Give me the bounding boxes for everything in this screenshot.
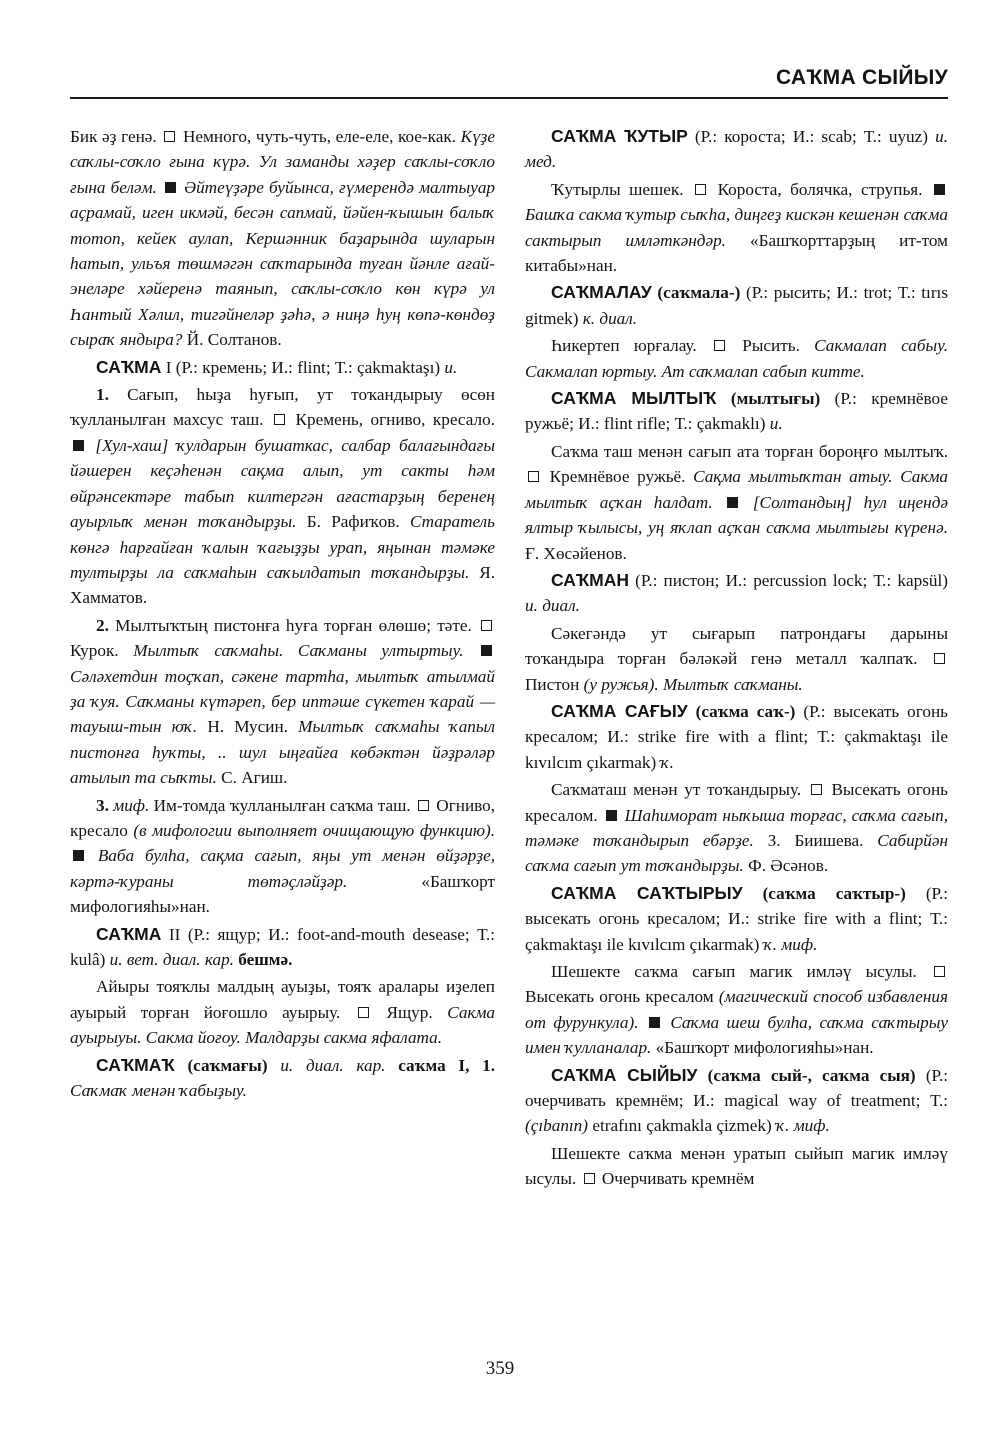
- inflected-form: (саҡма сый-, саҡма сыя): [707, 1065, 916, 1085]
- sense-3: [70, 793, 495, 920]
- russian-equivalent-marker-icon: [528, 471, 539, 482]
- translation-gloss-italic: (çıbanın): [525, 1116, 589, 1136]
- sense-2: [70, 613, 495, 791]
- translation-gloss: (Р.: короста; И.: scab; Т.: uyuz): [694, 127, 928, 146]
- left-column: [70, 124, 495, 1105]
- literary-quotation: Саҡма шеш булһа, саҡма саҡтырыу имен ҡулланалар.: [525, 1012, 949, 1058]
- russian-equivalent: Пистон: [525, 674, 580, 694]
- quotation-author: Ф. Әсәнов.: [748, 856, 829, 876]
- usage-example: Мылтыҡ саҡманы.: [662, 674, 803, 694]
- russian-equivalent-marker-icon: [584, 1173, 595, 1184]
- entry-sakma-1: [70, 355, 495, 380]
- quotation-author: Б. Рафиҡов.: [306, 512, 400, 532]
- entry-sakma-sagyu: [525, 699, 948, 775]
- quotation-author: Н. Мусин.: [207, 717, 288, 737]
- headword: САҠМА СЫЙЫУ: [551, 1064, 698, 1085]
- russian-equivalent-marker-icon: [934, 653, 945, 664]
- entry-sakman: [525, 568, 948, 619]
- definition-text: Бик әҙ генә.: [70, 127, 157, 146]
- part-of-speech: и. диал. кар.: [280, 1055, 386, 1075]
- russian-equivalent-marker-icon: [164, 131, 175, 142]
- russian-equivalent-marker-icon: [481, 620, 492, 631]
- usage-label: миф.: [113, 795, 150, 815]
- translation-gloss: (Р.: кремень; И.: flint; Т.: çakmaktaşı): [175, 357, 441, 377]
- definition-text: Им-томда ҡулланылған саҡма таш.: [153, 795, 411, 815]
- quotation-marker-icon: [934, 184, 945, 195]
- cross-reference: саҡма I, 1.: [398, 1055, 496, 1075]
- literary-quotation: Старатель көнгә һарғайған ҡалын ҡағыҙҙы урап, яңынан тәмәке тултырҙы ла саҡмаһын саҡылдатып тоҡандырҙы.: [70, 512, 495, 582]
- translation-gloss: (Р.: рысить; И.: trot; Т.: tırıs gitmek): [525, 283, 949, 328]
- quotation-marker-icon: [727, 497, 738, 508]
- right-column: [525, 124, 948, 1194]
- part-of-speech: и. диал.: [525, 596, 580, 616]
- translation-gloss: (Р.: пистон; И.: percussion lock; Т.: kapsül): [635, 570, 948, 590]
- quotation-source: «Башҡорт мифологияһы»нан.: [655, 1038, 874, 1058]
- translation-gloss: (Р.: высекать огонь кресалом; И.: strike fire with a flint; Т.: çakmaktaşı ile kıvılcım çıkarmak): [525, 701, 949, 772]
- russian-equivalent: Короста, болячка, струпья.: [717, 179, 923, 199]
- quotation-marker-icon: [649, 1017, 660, 1028]
- translation-gloss: etrafını çakmakla çizmek): [592, 1116, 772, 1136]
- entry-sakma-saktyryu-definition: [525, 959, 948, 1061]
- part-of-speech: ҡ.: [660, 752, 674, 772]
- headword: САҠМАҠ: [96, 1054, 175, 1075]
- russian-equivalent-marker-icon: [418, 800, 429, 811]
- quotation-marker-icon: [606, 810, 617, 821]
- translation-gloss: (Р.: ящур; И.: foot-and-mouth desease; Т.: kulâ): [70, 924, 496, 969]
- russian-equivalent-marker-icon: [714, 340, 725, 351]
- continuation-paragraph: [70, 124, 495, 353]
- definition-text: Ҡутырлы шешек.: [551, 179, 684, 199]
- definition-text: Шешекте саҡма менән уратып сыйып магик имләү ысулы.: [525, 1143, 948, 1189]
- literary-quotation: Ваба булһа, сақма сағып, яңы ут менән өйҙәрҙе, кәртә-ҡураны төтәҫләйҙәр.: [70, 846, 495, 891]
- russian-equivalent: Кремнёвое ружьё.: [549, 467, 686, 487]
- russian-note: (магический способ избавления от фурункула).: [525, 987, 949, 1032]
- entry-sakma-kutyr: [525, 124, 948, 175]
- definition-text: Мылтыҡтың пистонға һуға торған өлөшө; тәте.: [115, 615, 472, 635]
- running-head: САҠМА СЫЙЫУ: [775, 66, 948, 89]
- headword: САҠМА САҒЫУ: [551, 700, 688, 721]
- usage-example: Күҙе саҡлы-соҡло ғына күрә. Ул заманды хәҙер саҡлы-соҡло ғына беләм.: [70, 127, 495, 197]
- definition-text: Саҡма таш менән сағып ата торған бороңғо мылтыҡ.: [551, 441, 948, 461]
- translation-gloss: (Р.: кремнёвое ружьё; И.: flint rifle; Т.: çakmaklı): [525, 389, 948, 434]
- literary-quotation: Әйтеүҙәре буйынса, ғүмерендә малтыуар аҫрамай, иген икмәй, бесән сапмай, йәйен-ҡышын балыҡ тотоп, кейек аулап, Кершәнник баҙарында шуларын һатып, ульъя төшмәгән саҡтарында туған йәнле ағай-энеләре хәйеренә таянып, саҡлы-соҡло көн күрә ул Һантый Хәлил, тигәйнеләр ҙәһә, ә ниңә һуң көпә-көндөҙ сыраҡ яндыра?: [70, 177, 496, 350]
- cross-reference: бешмә.: [238, 950, 293, 969]
- header-rule: [70, 97, 948, 99]
- part-of-speech: и.: [444, 357, 458, 377]
- part-of-speech: к. диал.: [582, 308, 638, 328]
- entry-sakmak: [70, 1053, 495, 1104]
- inflected-form: (мылтығы): [730, 389, 821, 409]
- russian-equivalent: Высекать огонь кресалом.: [525, 780, 949, 825]
- definition-text: Айыры тояҡлы малдың ауыҙы, тояҡ аралары иҙелеп ауырый торған йоғошло ауырыу.: [70, 977, 495, 1022]
- entry-sakman-definition: [525, 621, 948, 697]
- definition-text: Сағып, һыҙа һуғып, ут тоҡандырыу өсөн ҡулланылған махсус таш.: [70, 385, 495, 430]
- quotation-marker-icon: [165, 182, 176, 193]
- inflected-form: (саҡмала-): [657, 283, 741, 303]
- russian-equivalent: Рысить.: [742, 336, 800, 356]
- translation-gloss: (Р.: высекать огонь кресалом; И.: strike fire with a flint; Т.: çakmaktaşı ile kıvılcım çıkarmak): [525, 883, 949, 954]
- entry-sakma-sagyu-definition: [525, 777, 948, 879]
- literary-quotation: Сәләхетдин тоҫҡап, сәкене тартһа, мылтыҡ атылмай ҙа ҡуя. Саҡманы күтәреп, бер иптәше сүкетен ҡарай — тауыш-тын юҡ.: [70, 666, 495, 737]
- part-of-speech: и. мед.: [525, 127, 949, 172]
- part-of-speech: ҡ. миф.: [776, 1116, 830, 1136]
- usage-example: Саҡмаҡ менән ҡабыҙыу.: [70, 1081, 247, 1101]
- entry-sakmalau: [525, 280, 948, 331]
- russian-note: (в мифологии выполняет очищающую функцию).: [133, 820, 495, 840]
- usage-example: Мылтыҡ саҡмаһы. Саҡманы ултыртыу.: [133, 641, 464, 661]
- russian-equivalent-marker-icon: [934, 966, 945, 977]
- literary-quotation: Башҡа сакма ҡутыр сыҡһа, диңгеҙ кискән кешенән саҡма сактырып имләткәндәр.: [525, 205, 948, 250]
- headword: САҠМА: [96, 923, 162, 944]
- headword: САҠМАН: [551, 569, 630, 590]
- sense-number: 2.: [96, 615, 109, 635]
- literary-quotation: Мылтыҡ саҡмаһы ҡапыл пистонға һуҡты, .. шул ыңғайға көбәктән йәҙрәләр атылып та сыҡты.: [70, 717, 496, 788]
- entry-sakma-myltyk: [525, 386, 948, 437]
- inflected-form: (саҡма саҡтыр-): [762, 883, 906, 903]
- definition-text: Шешекте саҡма сағып магик имләү ысулы.: [551, 962, 917, 981]
- entry-sakmalau-definition: [525, 333, 948, 384]
- literary-quotation: Сабирйән саҡма сағып ут тоҡандырҙы.: [525, 830, 949, 876]
- part-of-speech: ҡ. миф.: [763, 934, 818, 954]
- definition-text: Сәкегәндә ут сығарып патрондағы дарыны тоҡандыра торған бәләкәй генә металл ҡалпаҡ.: [525, 623, 948, 669]
- quotation-marker-icon: [73, 850, 84, 861]
- russian-note: (у ружья).: [583, 674, 659, 694]
- russian-equivalent: Кремень, огниво, кресало.: [295, 410, 495, 430]
- russian-equivalent: Ящур.: [386, 1002, 433, 1022]
- part-of-speech: и. вет. диал. кар.: [109, 950, 234, 969]
- inflected-form: (саҡма саҡ-): [695, 701, 796, 721]
- russian-equivalent: Курок.: [70, 641, 119, 661]
- entry-sakma-saktyryu: [525, 881, 948, 957]
- sense-number: 1.: [96, 385, 109, 405]
- usage-example: Сакма ауырыуы. Сакма йоғоу. Малдарҙы сакма яфалата.: [70, 1002, 496, 1048]
- sense-number: 3.: [96, 795, 109, 815]
- inflected-form: (саҡмағы): [187, 1055, 268, 1075]
- literary-quotation: Шаһиморат ныҡыша торғас, саҡма сағып, тәмәке тоҡандырып ебәрҙе.: [525, 805, 948, 850]
- sense-1: [70, 382, 495, 611]
- quotation-author: Й. Солтанов.: [186, 330, 282, 350]
- quotation-author: З. Биишева.: [767, 830, 864, 850]
- quotation-author: Я. Хамматов.: [70, 562, 495, 608]
- definition-text: Һикертеп юрғалау.: [551, 336, 697, 356]
- literary-quotation: [Солтандың] һул иңендә ялтыр ҡылысы, уң яҡлап аҫҡан саҡма мылтығы күренә.: [525, 492, 949, 538]
- usage-example: Сақма мылтыҡтан атыу. Сакма мылтыҡ аҫҡан һалдат.: [525, 467, 949, 512]
- quotation-source: «Башҡорттарҙың ит-том китабы»нан.: [525, 230, 948, 276]
- part-of-speech: и.: [769, 414, 783, 434]
- russian-equivalent-marker-icon: [811, 784, 822, 795]
- russian-equivalent-marker-icon: [274, 414, 285, 425]
- literary-quotation: [Хул-хаш] ҡулдарын бушаткас, салбар балағындағы йәшерен кеҫәһенән сақма алып, ут сакты һәм өйрәнсектәре табып килтергән ағастарҙың беренең ауырлыҡ менән тоҡандырҙы.: [70, 435, 495, 532]
- russian-equivalent: Огниво, кресало: [70, 795, 496, 840]
- entry-sakma-syiyu-definition: [525, 1141, 948, 1192]
- russian-equivalent-marker-icon: [695, 184, 706, 195]
- quotation-author: С. Агиш.: [221, 768, 288, 788]
- usage-example: Сакмалап сабыу. Сакмалап юртыу. Ат саҡмалап сабып китте.: [525, 336, 949, 381]
- quotation-source: «Башҡорт мифологияһы»нан.: [70, 871, 495, 917]
- entry-sakma-myltyk-definition: [525, 439, 948, 566]
- headword: САҠМАЛАУ: [551, 282, 652, 303]
- quotation-author: Ғ. Хөсәйенов.: [525, 543, 627, 563]
- headword: САҠМА ҠУТЫР: [551, 126, 688, 146]
- homonym-number: II: [168, 924, 181, 944]
- entry-sakma-syiyu: [525, 1063, 948, 1139]
- russian-equivalent: Немного, чуть-чуть, еле-еле, кое-как.: [182, 127, 457, 146]
- entry-sakma-kutyr-definition: [525, 177, 948, 279]
- headword: САҠМА: [96, 356, 162, 377]
- entry-sakma-2: [70, 922, 495, 973]
- headword: САҠМА САҠТЫРЫУ: [551, 882, 743, 903]
- entry-sakma-2-definition: [70, 974, 495, 1050]
- headword: САҠМА МЫЛТЫҠ: [551, 388, 717, 409]
- quotation-marker-icon: [481, 645, 492, 656]
- quotation-marker-icon: [73, 440, 84, 451]
- russian-equivalent-marker-icon: [358, 1007, 369, 1018]
- russian-equivalent: Очерчивать кремнём: [601, 1169, 755, 1189]
- homonym-number: I: [165, 357, 172, 377]
- russian-equivalent: Высекать огонь кресалом: [525, 987, 714, 1007]
- translation-gloss: (Р.: очерчивать кремнём; И.: magical way of treatment; Т.:: [525, 1065, 949, 1111]
- definition-text: Саҡматаш менән ут тоҡандырыу.: [551, 780, 802, 800]
- page-number: 359: [485, 1358, 515, 1379]
